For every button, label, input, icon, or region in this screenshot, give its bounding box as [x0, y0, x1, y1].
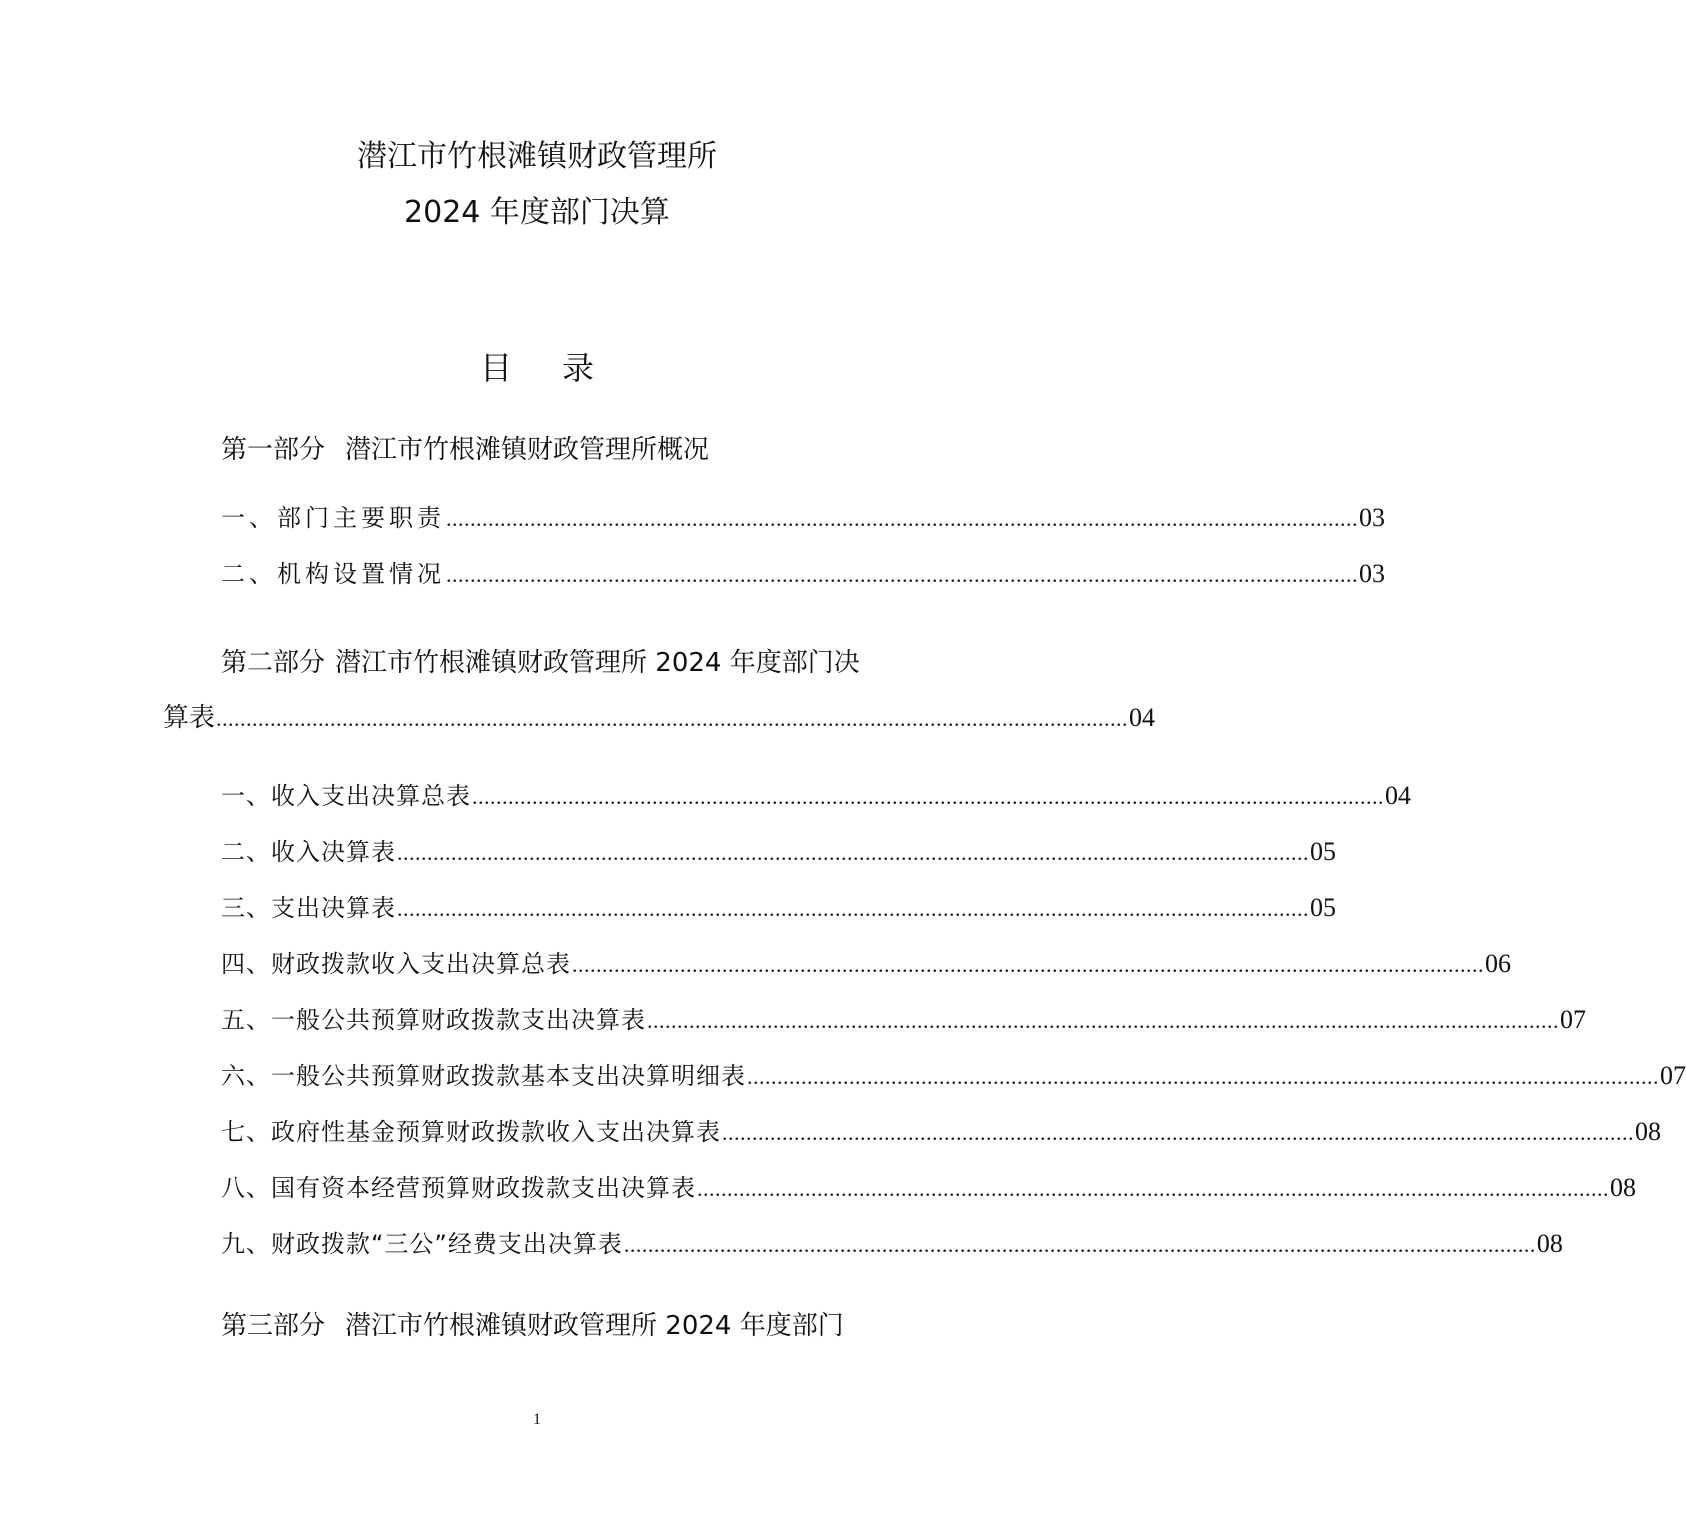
toc-entry-page: 08 — [1635, 1117, 1661, 1146]
dot-leader: ........................................................................................................................................................ — [722, 1120, 1634, 1145]
toc-entry-page: 03 — [1359, 503, 1385, 532]
dot-leader: ........................................................................................................................................................ — [446, 506, 1358, 531]
toc-entry-part2-9[interactable] — [221, 1226, 1563, 1262]
part1-title: 潜江市竹根滩镇财政管理所概况 — [345, 435, 710, 465]
toc-entry-page: 04 — [1385, 781, 1411, 810]
toc-part1-heading[interactable] — [221, 432, 709, 468]
toc-entry-part2-6[interactable] — [221, 1058, 1686, 1094]
part2-title-line1: 潜江市竹根滩镇财政管理所 2024 年度部门决 — [335, 648, 860, 678]
toc-entry-label: 八、国有资本经营预算财政拨款支出决算表 — [221, 1174, 696, 1202]
dot-leader: ........................................................................................................................................................ — [623, 1232, 1536, 1257]
toc-entry-label: 三、支出决算表 — [221, 894, 396, 922]
dot-leader: ........................................................................................................................................................ — [747, 1064, 1659, 1089]
toc-entry-part2-3[interactable] — [221, 890, 1336, 926]
toc-entry-part2-4[interactable] — [221, 946, 1511, 982]
toc-entry-label: 二、机构设置情况 — [221, 560, 445, 588]
toc-entry-page: 03 — [1359, 559, 1385, 588]
dot-leader: ........................................................................................................................................................ — [647, 1008, 1559, 1033]
toc-entry-part2-8[interactable] — [221, 1170, 1636, 1206]
part3-title: 潜江市竹根滩镇财政管理所 2024 年度部门 — [345, 1311, 844, 1341]
dot-leader: ........................................................................................................................................................ — [572, 952, 1484, 977]
toc-entry-part1-2[interactable] — [221, 556, 1385, 592]
dot-leader: ........................................................................................................................................................ — [697, 1176, 1609, 1201]
toc-entry-part2-1[interactable] — [221, 778, 1411, 814]
toc-entry-part2-7[interactable] — [221, 1114, 1661, 1150]
part2-prefix: 第二部分 — [221, 648, 326, 678]
toc-entry-page: 08 — [1536, 1229, 1563, 1258]
toc-heading: 目录 — [479, 349, 644, 387]
toc-entry-page: 07 — [1660, 1061, 1686, 1090]
toc-entry-page: 07 — [1560, 1005, 1586, 1034]
toc-entry-label: 五、一般公共预算财政拨款支出决算表 — [221, 1006, 646, 1034]
page-number: 1 — [533, 1411, 541, 1428]
dot-leader: ........................................................................................................................................................ — [472, 784, 1384, 809]
toc-part3-heading[interactable] — [221, 1308, 844, 1344]
dot-leader: ........................................................................................................................................................ — [397, 896, 1309, 921]
toc-entry-label: 六、一般公共预算财政拨款基本支出决算明细表 — [221, 1062, 746, 1090]
toc-entry-label: 九、财政拨款“三公”经费支出决算表 — [221, 1230, 623, 1258]
toc-entry-part2-heading-line2[interactable] — [163, 700, 1156, 736]
toc-part2-heading[interactable] — [221, 645, 860, 681]
part1-prefix: 第一部分 — [221, 435, 326, 465]
document-title-line2: 2024 年度部门决算 — [404, 195, 670, 230]
toc-entry-page: 06 — [1485, 949, 1511, 978]
toc-entry-page: 05 — [1310, 837, 1336, 866]
part3-prefix: 第三部分 — [221, 1311, 326, 1341]
toc-entry-label: 七、政府性基金预算财政拨款收入支出决算表 — [221, 1118, 721, 1146]
document-title-line1: 潜江市竹根滩镇财政管理所 — [357, 139, 717, 174]
toc-entry-label: 一、部门主要职责 — [221, 504, 445, 532]
dot-leader: ........................................................................................................................................................ — [397, 840, 1309, 865]
dot-leader: ........................................................................................................................................................ — [216, 706, 1129, 731]
dot-leader: ........................................................................................................................................................ — [446, 562, 1358, 587]
toc-entry-label: 四、财政拨款收入支出决算总表 — [221, 950, 571, 978]
part2-title-line2: 算表 — [163, 703, 216, 733]
toc-entry-part2-2[interactable] — [221, 834, 1336, 870]
toc-entry-label: 二、收入决算表 — [221, 838, 396, 866]
toc-entry-page: 05 — [1310, 893, 1336, 922]
toc-entry-page: 08 — [1610, 1173, 1636, 1202]
toc-entry-label: 一、收入支出决算总表 — [221, 782, 471, 810]
toc-entry-page: 04 — [1129, 703, 1156, 732]
toc-entry-part1-1[interactable] — [221, 500, 1385, 536]
toc-entry-part2-5[interactable] — [221, 1002, 1586, 1038]
